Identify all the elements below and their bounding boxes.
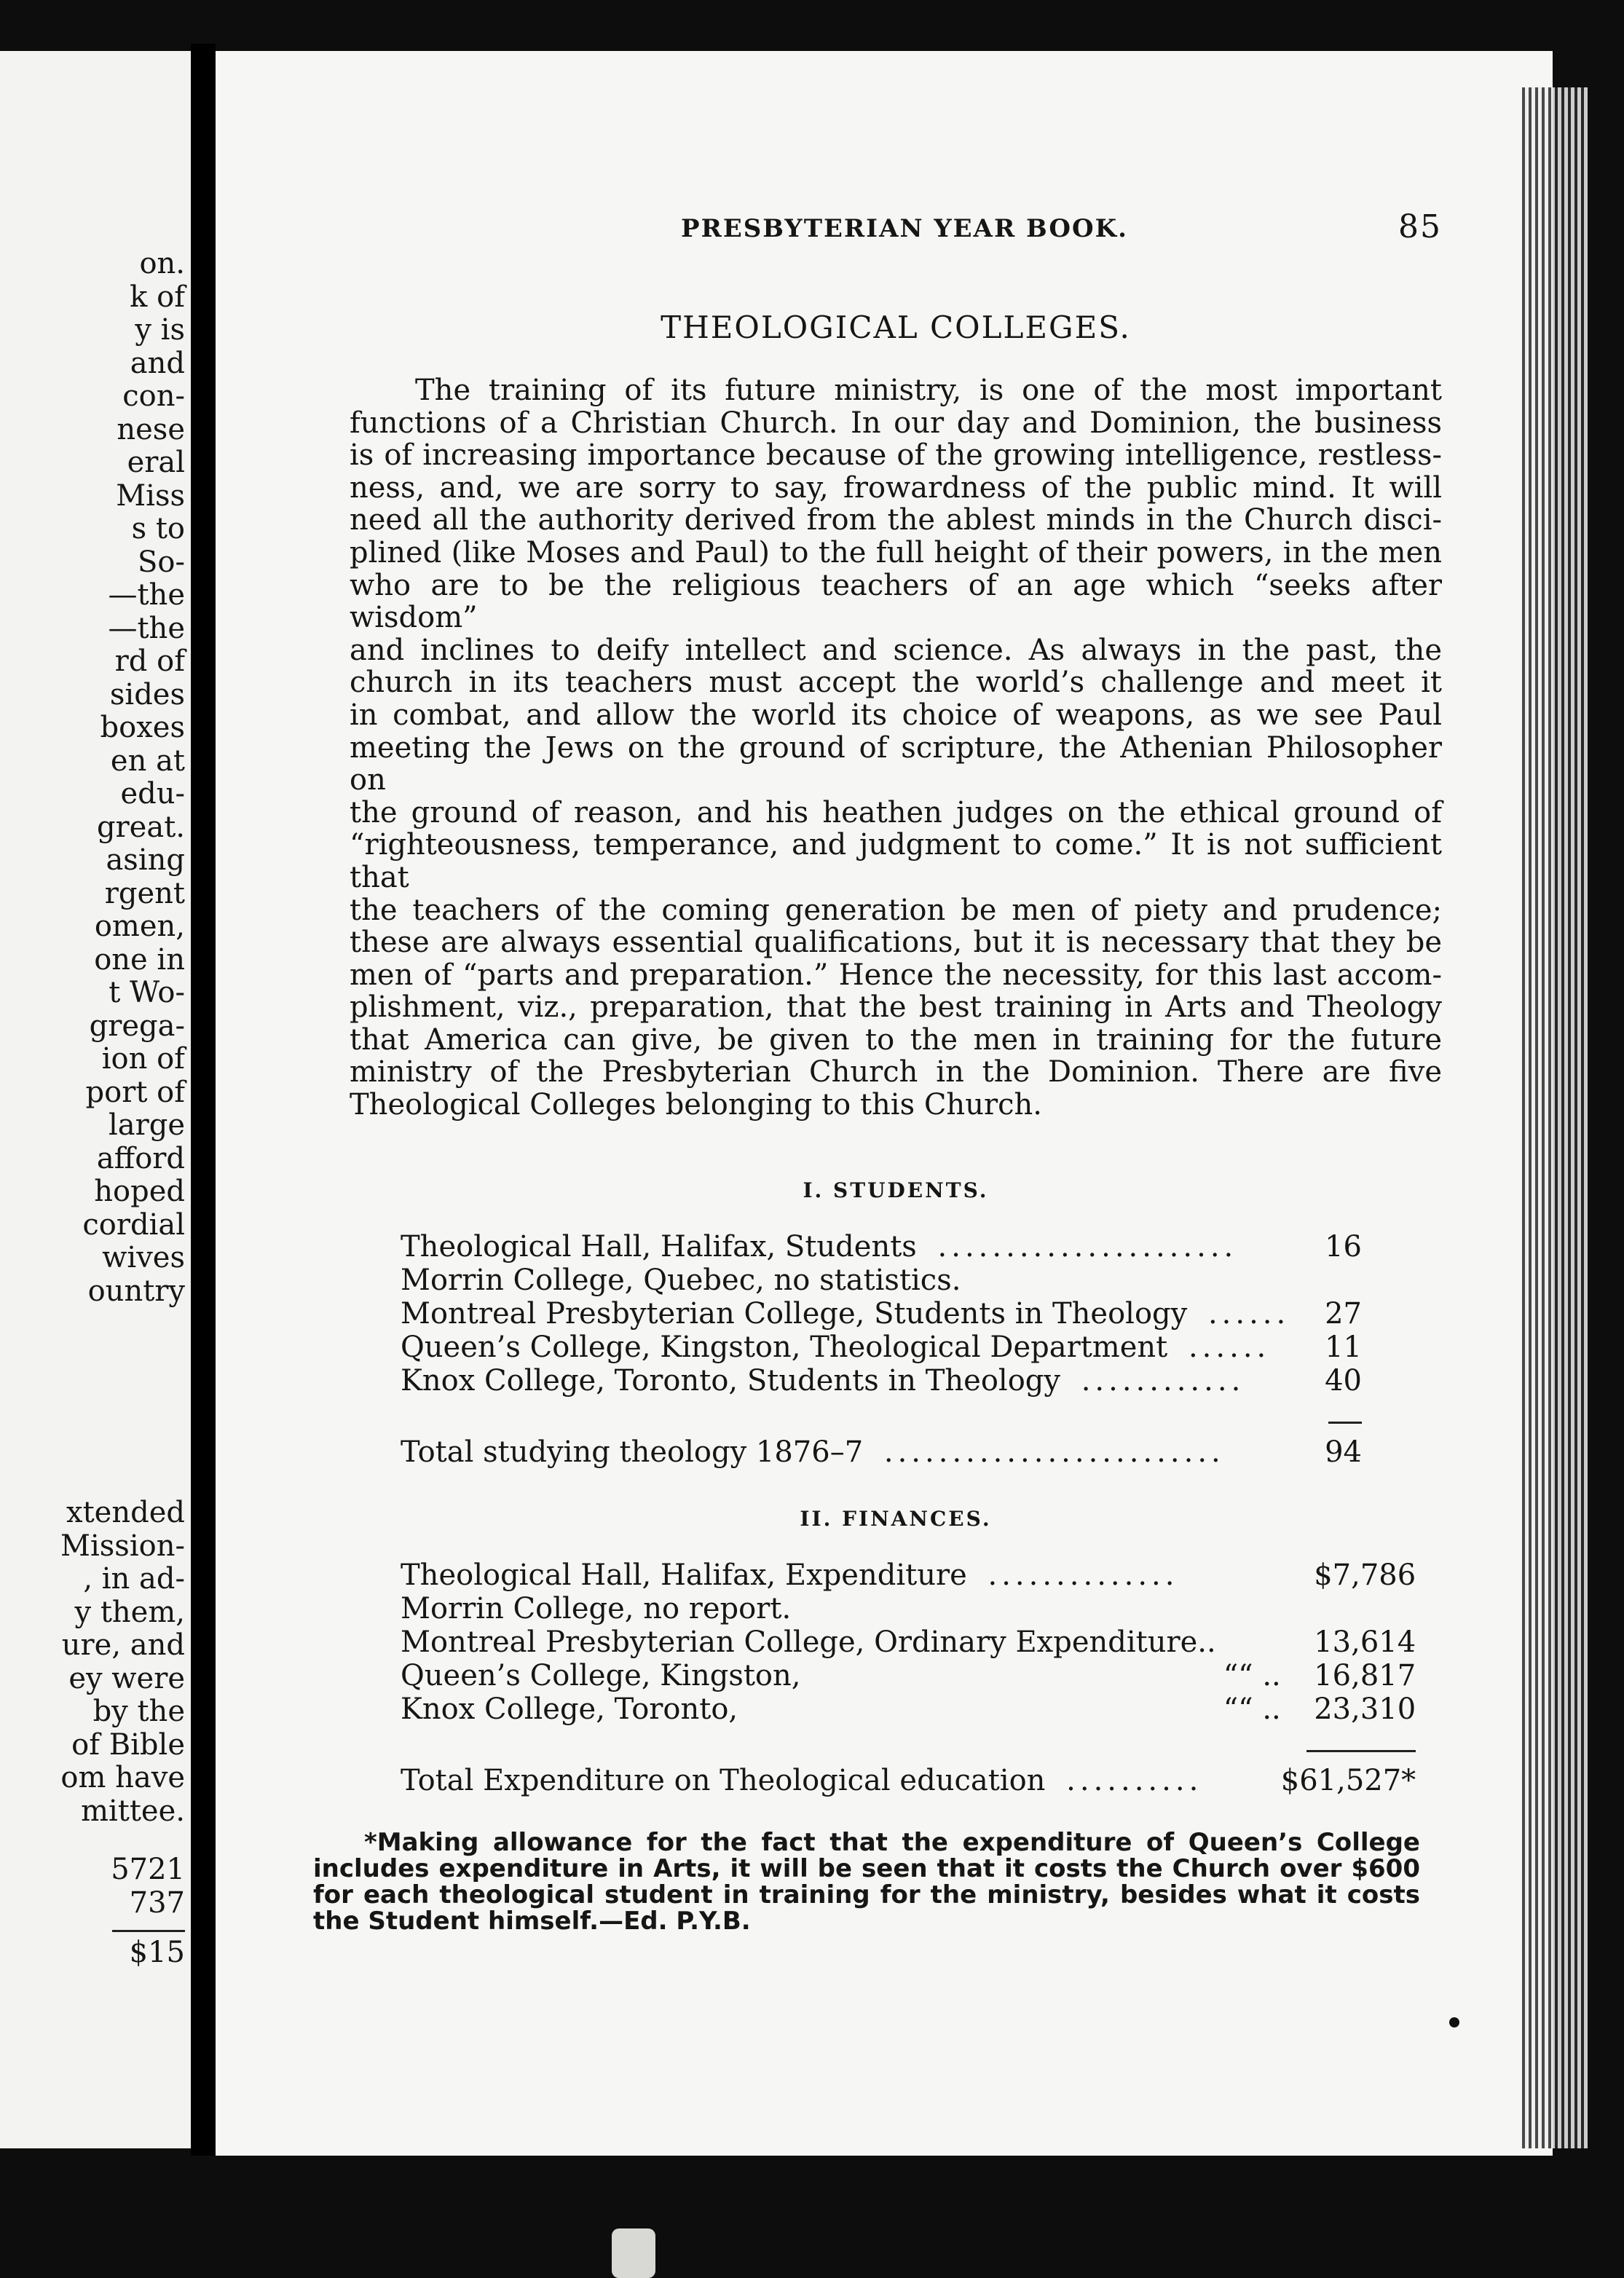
finances-heading: II. FINANCES. — [800, 1506, 992, 1531]
students-total-row — [401, 1431, 1362, 1469]
body-line: “righteousness, temperance, and judgment to come.” It is not sufficient that — [350, 828, 1442, 894]
scan-mark — [612, 2228, 655, 2278]
body-text — [350, 374, 1442, 1122]
left-page-fragments-top — [3, 248, 185, 1308]
expenditure-value: 23,310 — [1314, 1692, 1416, 1726]
left-page-fragments-bottom — [3, 1497, 185, 1828]
page-number: 85 — [1398, 208, 1442, 245]
left-fragment: k of — [130, 280, 185, 314]
book-spine — [191, 44, 216, 2156]
sum-rule — [1306, 1750, 1416, 1752]
body-line: need all the authority derived from the ablest minds in the Church disci- — [350, 503, 1442, 537]
ditto-mark — [1223, 1625, 1238, 1659]
left-fragment: —the — [108, 578, 185, 612]
left-fragment: y them, — [74, 1595, 185, 1629]
body-line: church in its teachers must accept the world’s challenge and meet it — [350, 666, 1442, 700]
ditto-mark — [1223, 1558, 1238, 1592]
students-table — [401, 1230, 1362, 1469]
student-row — [401, 1331, 1362, 1364]
total-label: Total Expenditure on Theological education — [401, 1764, 1052, 1797]
left-fragment: omen, — [94, 910, 185, 943]
footnote — [313, 1829, 1420, 1934]
left-number: 737 — [129, 1885, 185, 1920]
left-fragment: on. — [139, 247, 185, 280]
left-fragment: t Wo- — [109, 976, 185, 1009]
left-fragment: rgent — [104, 876, 185, 910]
left-fragment: grega- — [89, 1009, 185, 1043]
total-label: Total studying theology 1876–7 — [401, 1435, 870, 1469]
left-page-numbers — [3, 1853, 185, 1970]
body-line: that America can give, be given to the men in training for the future — [350, 1022, 1442, 1057]
ditto-mark — [1238, 1592, 1281, 1625]
body-line: Theological Colleges belonging to this Church. — [350, 1088, 1042, 1122]
finance-row — [401, 1659, 1416, 1692]
student-count: 27 — [1325, 1296, 1362, 1331]
left-fragment: large — [108, 1108, 185, 1142]
left-fragment: of Bible — [71, 1727, 185, 1762]
left-fragment: sides — [109, 677, 185, 712]
finance-row — [401, 1558, 1416, 1592]
left-fragment: edu- — [120, 777, 185, 811]
left-fragment: —the — [108, 611, 185, 645]
left-fragment: one in — [94, 942, 185, 977]
page-edges — [1522, 87, 1588, 2148]
expenditure-value: 16,817 — [1314, 1658, 1416, 1692]
total-value: 94 — [1325, 1435, 1362, 1469]
total-value: $61,527* — [1280, 1763, 1416, 1797]
left-fragment: and — [130, 346, 185, 380]
ink-dot — [1449, 2017, 1459, 2027]
dot-leader: .............. — [974, 1558, 1179, 1592]
body-line: men of “parts and preparation.” Hence the necessity, for this last accom- — [350, 958, 1442, 992]
left-fragment: s to — [131, 512, 185, 545]
student-row — [401, 1364, 1362, 1398]
left-fragment: hoped — [94, 1175, 185, 1208]
left-fragment: asing — [106, 843, 185, 877]
left-fragment: great. — [96, 810, 185, 844]
students-heading: I. STUDENTS. — [803, 1178, 989, 1202]
left-fragment: So- — [138, 545, 185, 579]
body-line: plishment, viz., preparation, that the best training in Arts and Theology — [350, 990, 1442, 1025]
left-fragment: ey were — [68, 1661, 185, 1695]
body-line: is of increasing importance because of the growing intelligence, restless- — [350, 438, 1442, 473]
page-content — [313, 204, 1442, 1936]
college-label: Montreal Presbyterian College, Ordinary Expenditure.. — [401, 1625, 1223, 1659]
body-line: meeting the Jews on the ground of scripture, the Athenian Philosopher on — [350, 730, 1442, 797]
dot-leader: .......... — [1052, 1763, 1203, 1797]
left-number: $15 — [129, 1936, 185, 1969]
left-fragment: mittee. — [81, 1794, 185, 1828]
left-number: 5721 — [111, 1853, 185, 1886]
body-paragraph — [350, 374, 1442, 1122]
college-label: Theological Hall, Halifax, Students — [401, 1230, 924, 1264]
college-label: Morrin College, Quebec, no statistics. — [401, 1264, 968, 1297]
dot-leader: ...... — [1194, 1296, 1290, 1331]
left-fragment: , in ad- — [83, 1562, 185, 1596]
left-fragment: cordial — [82, 1207, 185, 1242]
ditto-mark — [1223, 1592, 1238, 1625]
student-row — [401, 1264, 1362, 1297]
ditto-mark: “ — [1223, 1692, 1239, 1726]
footnote-line: *Making allowance for the fact that the expenditure of Queen’s College — [364, 1827, 1420, 1857]
left-rule — [112, 1930, 185, 1932]
left-fragment: boxes — [100, 711, 185, 744]
left-fragment: nese — [117, 412, 185, 446]
student-count — [1290, 1264, 1362, 1297]
expenditure-value — [1281, 1592, 1416, 1625]
left-fragment: ion of — [101, 1042, 185, 1076]
left-fragment: port of — [85, 1075, 185, 1109]
left-fragment: Mission- — [60, 1529, 185, 1563]
dot-leader: ............ — [1068, 1363, 1245, 1398]
body-line: plined (like Moses and Paul) to the full height of their powers, in the men — [350, 535, 1442, 570]
left-fragment: ure, and — [61, 1628, 185, 1662]
left-fragment: om have — [60, 1761, 185, 1794]
sum-rule — [1328, 1422, 1362, 1424]
student-count: 40 — [1325, 1363, 1362, 1398]
college-label: Queen’s College, Kingston, Theological Department — [401, 1331, 1175, 1364]
footnote-line: includes expenditure in Arts, it will be seen that it costs the Church over $600 — [313, 1853, 1420, 1883]
left-fragment: Miss — [116, 478, 185, 513]
college-label: Theological Hall, Halifax, Expenditure — [401, 1558, 974, 1592]
college-label: Montreal Presbyterian College, Students in Theology — [401, 1297, 1194, 1331]
expenditure-value: 13,614 — [1314, 1625, 1416, 1659]
body-line: ness, and, we are sorry to say, frowardness of the public mind. It will — [350, 470, 1442, 505]
ditto-mark: “ .. — [1238, 1658, 1281, 1692]
adjacent-left-page — [0, 51, 191, 2148]
ditto-mark: “ — [1223, 1658, 1239, 1692]
section-title: THEOLOGICAL COLLEGES. — [661, 310, 1131, 345]
finance-row — [401, 1692, 1416, 1726]
body-line: the ground of reason, and his heathen judges on the ethical ground of — [350, 795, 1442, 829]
left-fragment: wives — [102, 1241, 185, 1274]
running-header — [350, 204, 1442, 255]
ditto-mark: “ .. — [1238, 1692, 1281, 1726]
running-title: PRESBYTERIAN YEAR BOOK. — [681, 214, 1129, 243]
finance-row — [401, 1592, 1416, 1625]
college-label: Morrin College, no report. — [401, 1592, 798, 1625]
left-fragment: by the — [92, 1695, 185, 1728]
footnote-line: for each theological student in training for the ministry, besides what it costs — [313, 1880, 1420, 1910]
footnote-line: the Student himself.—Ed. P.Y.B. — [313, 1906, 751, 1936]
left-fragment: afford — [96, 1141, 185, 1175]
body-line: ministry of the Presbyterian Church in the Dominion. There are five — [350, 1055, 1442, 1089]
dot-leader: ......................... — [870, 1435, 1225, 1469]
ditto-mark — [1238, 1558, 1281, 1592]
finances-total-row — [401, 1759, 1416, 1797]
body-line: The training of its future ministry, is one of the most important — [415, 374, 1442, 407]
left-fragment: ountry — [87, 1274, 185, 1308]
body-line: who are to be the religious teachers of an age which “seeks after wisdom” — [350, 568, 1442, 635]
body-line: and inclines to deify intellect and science. As always in the past, the — [350, 633, 1442, 667]
body-line: these are always essential qualifications, but it is necessary that they be — [350, 926, 1442, 960]
left-fragment: xtended — [66, 1496, 185, 1529]
student-count: 11 — [1325, 1330, 1362, 1364]
dot-leader: ...................... — [923, 1229, 1238, 1264]
college-label: Knox College, Toronto, — [401, 1692, 745, 1726]
college-label: Queen’s College, Kingston, — [401, 1659, 808, 1692]
student-row — [401, 1230, 1362, 1264]
left-fragment: eral — [127, 446, 185, 479]
left-fragment: rd of — [114, 645, 185, 678]
college-label: Knox College, Toronto, Students in Theology — [401, 1364, 1068, 1398]
left-fragment: con- — [122, 379, 185, 413]
student-row — [401, 1297, 1362, 1331]
body-line: the teachers of the coming generation be men of piety and prudence; — [350, 893, 1442, 927]
finances-table — [401, 1558, 1416, 1797]
ditto-mark — [1238, 1625, 1281, 1659]
student-count: 16 — [1325, 1229, 1362, 1264]
dot-leader: ...... — [1175, 1330, 1271, 1364]
body-line: in combat, and allow the world its choice of weapons, as we see Paul — [350, 698, 1442, 732]
left-fragment: en at — [110, 744, 185, 778]
left-fragment: y is — [135, 313, 185, 347]
finance-row — [401, 1625, 1416, 1659]
body-line: functions of a Christian Church. In our day and Dominion, the business — [350, 406, 1442, 440]
expenditure-value: $7,786 — [1314, 1558, 1416, 1592]
